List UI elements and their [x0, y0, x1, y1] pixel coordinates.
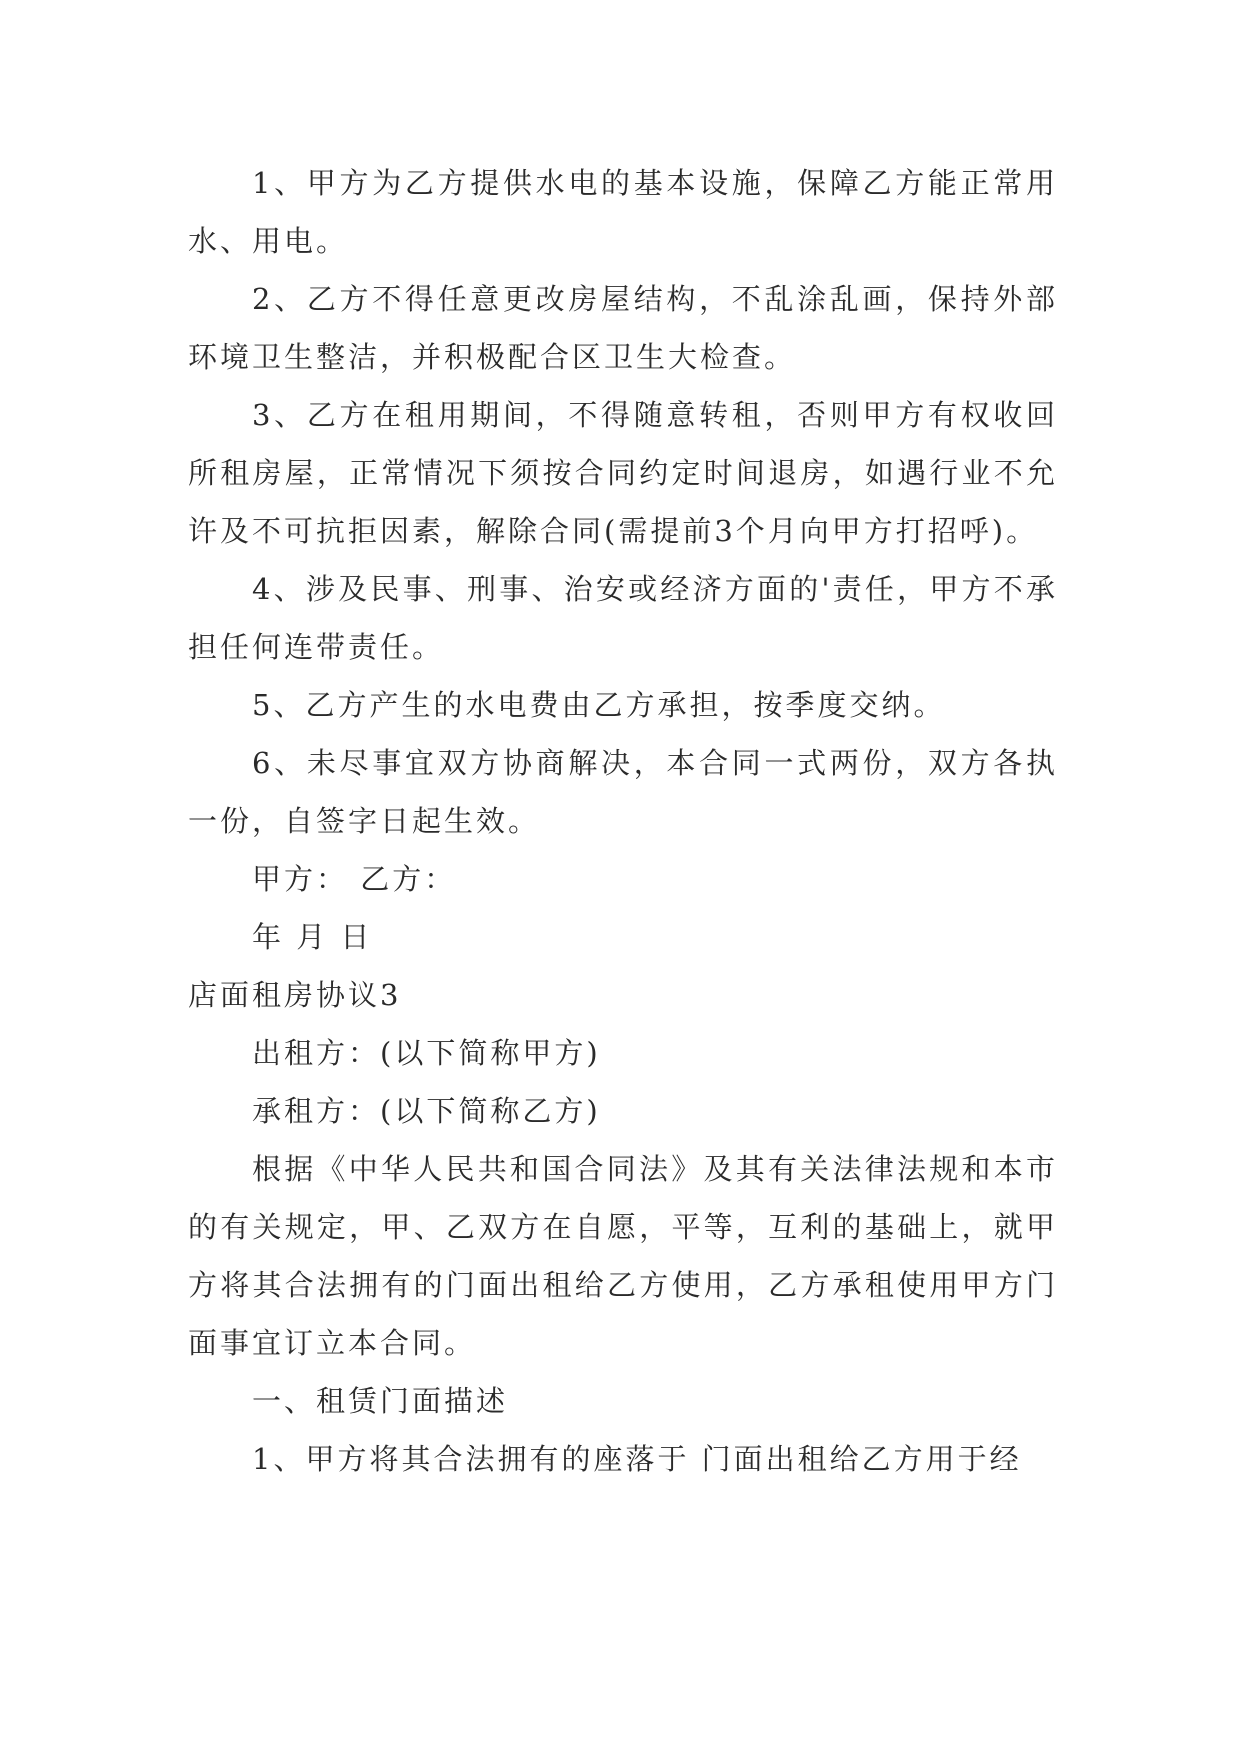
paragraph-clause-4: 4、涉及民事、刑事、治安或经济方面的'责任，甲方不承担任何连带责任。: [188, 572, 1058, 664]
paragraph-clause-3: 3、乙方在租用期间，不得随意转租，否则甲方有权收回所租房屋，正常情况下须按合同约定时间退房，如遇行业不允许及不可抗拒因素，解除合同(需提前3个月向甲方打招呼)。: [188, 398, 1058, 548]
paragraph-lease-clause-1: 1、甲方将其合法拥有的座落于 门面出租给乙方用于经: [252, 1442, 1022, 1476]
paragraph-clause-6: 6、未尽事宜双方协商解决，本合同一式两份，双方各执一份，自签字日起生效。: [188, 746, 1058, 838]
paragraph-clause-5: 5、乙方产生的水电费由乙方承担，按季度交纳。: [252, 688, 946, 722]
document-body: [188, 154, 1058, 1488]
preamble-paragraph: 根据《中华人民共和国合同法》及其有关法律法规和本市的有关规定，甲、乙双方在自愿，平等，互利的基础上，就甲方将其合法拥有的门面出租给乙方使用，乙方承租使用甲方门面事宜订立本合同。: [188, 1152, 1058, 1360]
section-title: 店面租房协议3: [188, 978, 402, 1012]
paragraph-clause-2: 2、乙方不得任意更改房屋结构，不乱涂乱画，保持外部环境卫生整洁，并积极配合区卫生大检查。: [188, 282, 1058, 374]
lessor-line: 出租方：(以下简称甲方): [252, 1036, 601, 1070]
lessee-line: 承租方：(以下简称乙方): [252, 1094, 601, 1128]
date-line: 年 月 日: [252, 920, 373, 954]
signature-line: 甲方： 乙方：: [252, 862, 457, 896]
heading-lease-description: 一、租赁门面描述: [252, 1384, 509, 1418]
paragraph-clause-1: 1、甲方为乙方提供水电的基本设施，保障乙方能正常用水、用电。: [188, 166, 1058, 258]
